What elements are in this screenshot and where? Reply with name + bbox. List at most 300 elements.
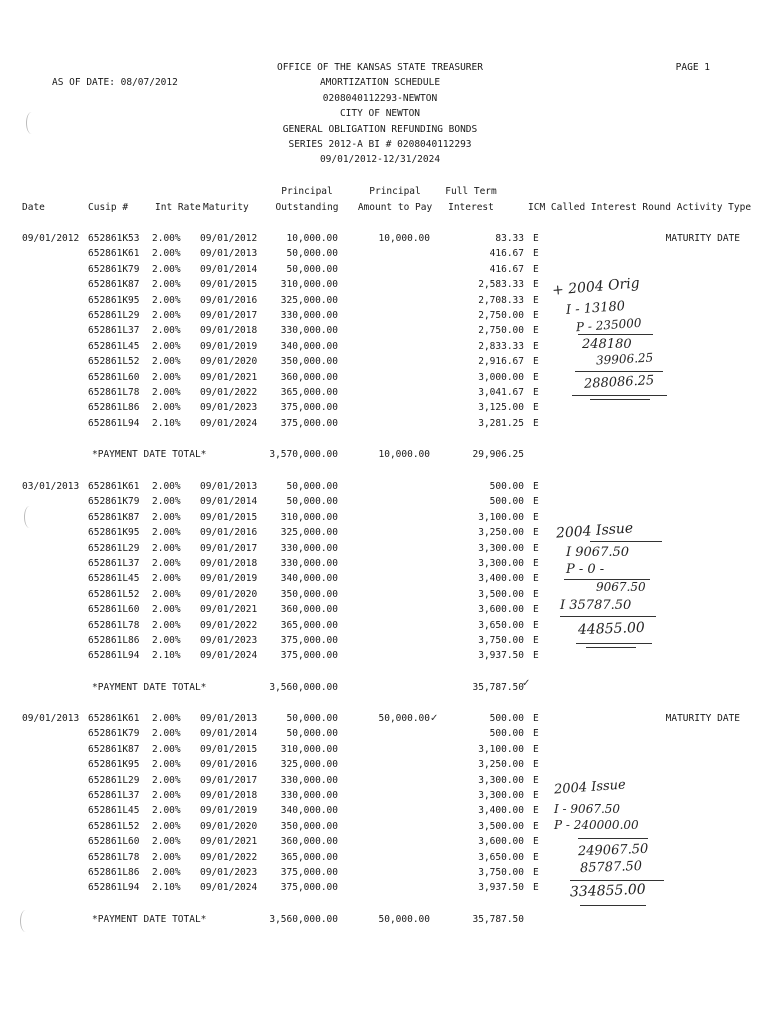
- interest-cell: 3,400.00: [478, 573, 524, 585]
- hand-note: I - 9067.50: [554, 802, 621, 816]
- interest-cell: 3,000.00: [478, 371, 524, 383]
- icm-cell: E: [533, 743, 539, 755]
- int-rate-cell: 2.00%: [152, 387, 181, 398]
- interest-cell: 3,600.00: [478, 604, 524, 616]
- int-rate-cell: 2.00%: [152, 325, 181, 337]
- principal-outstanding-cell: 325,000.00: [280, 759, 338, 771]
- cusip-cell: 652861L94: [88, 882, 140, 894]
- activity-type: MATURITY DATE: [665, 233, 740, 244]
- principal-outstanding-cell: 330,000.00: [280, 790, 338, 801]
- table-row: [0, 277, 768, 292]
- principal-outstanding-cell: 330,000.00: [280, 542, 338, 554]
- principal-outstanding-cell: 50,000.00: [286, 713, 338, 724]
- int-rate-cell: 2.00%: [152, 851, 181, 863]
- interest-cell: 83.33: [495, 233, 524, 244]
- total-outstanding: 3,560,000.00: [269, 681, 338, 693]
- total-interest: 35,787.50: [472, 913, 524, 925]
- principal-outstanding-cell: 50,000.00: [286, 496, 338, 508]
- maturity-cell: 09/01/2015: [200, 279, 258, 291]
- int-rate-cell: 2.00%: [152, 805, 181, 817]
- maturity-cell: 09/01/2017: [200, 310, 258, 321]
- icm-cell: E: [533, 759, 539, 771]
- table-row: [0, 494, 768, 509]
- col-principal-outstanding-1: Principal: [281, 186, 333, 197]
- col-principal-outstanding-2: Outstanding: [275, 202, 339, 213]
- cusip-cell: 652861L60: [88, 836, 140, 848]
- int-rate-cell: 2.00%: [152, 402, 181, 414]
- icm-cell: E: [533, 387, 539, 398]
- icm-cell: E: [533, 728, 539, 740]
- maturity-cell: 09/01/2018: [200, 790, 258, 801]
- table-row: [0, 323, 768, 338]
- hand-underline: [576, 643, 652, 644]
- principal-outstanding-cell: 330,000.00: [280, 774, 338, 786]
- principal-outstanding-cell: 50,000.00: [286, 481, 338, 492]
- icm-cell: E: [533, 604, 539, 616]
- principal-outstanding-cell: 365,000.00: [280, 387, 338, 398]
- maturity-cell: 09/01/2017: [200, 774, 258, 786]
- maturity-cell: 09/01/2019: [200, 573, 258, 585]
- principal-outstanding-cell: 330,000.00: [280, 558, 338, 569]
- icm-cell: E: [533, 542, 539, 554]
- icm-cell: E: [533, 248, 539, 260]
- hand-underline: [570, 880, 664, 881]
- table-row: [0, 711, 768, 726]
- col-cusip: Cusip #: [88, 202, 129, 213]
- interest-cell: 3,500.00: [478, 820, 524, 832]
- table-row: [0, 308, 768, 323]
- interest-cell: 3,281.25: [478, 417, 524, 429]
- principal-outstanding-cell: 50,000.00: [286, 248, 338, 260]
- principal-outstanding-cell: 365,000.00: [280, 851, 338, 863]
- maturity-cell: 09/01/2022: [200, 619, 258, 631]
- cusip-cell: 652861K79: [88, 263, 140, 275]
- hand-note: 248180: [582, 337, 632, 352]
- icm-cell: E: [533, 340, 539, 352]
- interest-cell: 2,750.00: [478, 310, 524, 321]
- principal-outstanding-cell: 360,000.00: [280, 836, 338, 848]
- principal-outstanding-cell: 350,000.00: [280, 356, 338, 368]
- hand-underline: [586, 647, 636, 648]
- maturity-cell: 09/01/2019: [200, 805, 258, 817]
- table-row: [0, 834, 768, 849]
- icm-cell: E: [533, 573, 539, 585]
- cusip-cell: 652861K87: [88, 279, 140, 291]
- icm-cell: E: [533, 279, 539, 291]
- interest-cell: 2,916.67: [478, 356, 524, 368]
- maturity-cell: 09/01/2016: [200, 527, 258, 539]
- hand-underline: [578, 838, 648, 839]
- principal-outstanding-cell: 340,000.00: [280, 340, 338, 352]
- hand-note: 39906.25: [595, 350, 654, 368]
- activity-type: MATURITY DATE: [665, 713, 740, 724]
- interest-cell: 3,937.50: [478, 650, 524, 662]
- cusip-cell: 652861L45: [88, 340, 140, 352]
- int-rate-cell: 2.00%: [152, 233, 181, 244]
- header-city: CITY OF NEWTON: [339, 108, 421, 119]
- hand-underline: [578, 334, 653, 335]
- interest-cell: 3,100.00: [478, 511, 524, 523]
- cusip-cell: 652861K61: [88, 713, 140, 724]
- icm-cell: E: [533, 233, 539, 244]
- interest-cell: 2,833.33: [478, 340, 524, 352]
- principal-outstanding-cell: 340,000.00: [280, 573, 338, 585]
- maturity-cell: 09/01/2022: [200, 851, 258, 863]
- maturity-cell: 09/01/2019: [200, 340, 258, 352]
- page-mark: [24, 506, 35, 528]
- icm-cell: E: [533, 371, 539, 383]
- icm-cell: E: [533, 402, 539, 414]
- maturity-cell: 09/01/2016: [200, 294, 258, 306]
- table-row: [0, 788, 768, 803]
- maturity-cell: 09/01/2014: [200, 728, 258, 740]
- col-full-term-1: Full Term: [445, 186, 497, 197]
- icm-cell: E: [533, 619, 539, 631]
- int-rate-cell: 2.00%: [152, 619, 181, 631]
- icm-cell: E: [533, 558, 539, 569]
- icm-cell: E: [533, 294, 539, 306]
- interest-cell: 3,500.00: [478, 588, 524, 600]
- header-series: SERIES 2012-A BI # 0208040112293: [288, 139, 472, 150]
- table-row: [0, 400, 768, 415]
- maturity-cell: 09/01/2022: [200, 387, 258, 398]
- table-row: [0, 648, 768, 663]
- icm-cell: E: [533, 588, 539, 600]
- principal-to-pay-cell: 50,000.00: [378, 713, 430, 724]
- table-row: [0, 525, 768, 540]
- payment-date: 03/01/2013: [22, 481, 80, 492]
- icm-cell: E: [533, 774, 539, 786]
- cusip-cell: 652861L45: [88, 573, 140, 585]
- payment-total-label: *PAYMENT DATE TOTAL*: [92, 913, 207, 925]
- principal-outstanding-cell: 340,000.00: [280, 805, 338, 817]
- col-maturity: Maturity: [203, 202, 249, 213]
- cusip-cell: 652861K87: [88, 743, 140, 755]
- icm-cell: E: [533, 805, 539, 817]
- maturity-cell: 09/01/2013: [200, 481, 258, 492]
- int-rate-cell: 2.00%: [152, 542, 181, 554]
- hand-note: P - 235000: [575, 315, 642, 335]
- interest-cell: 3,937.50: [478, 882, 524, 894]
- maturity-cell: 09/01/2024: [200, 882, 258, 894]
- principal-outstanding-cell: 365,000.00: [280, 619, 338, 631]
- icm-cell: E: [533, 263, 539, 275]
- table-row: [0, 262, 768, 277]
- maturity-cell: 09/01/2015: [200, 743, 258, 755]
- principal-outstanding-cell: 310,000.00: [280, 743, 338, 755]
- int-rate-cell: 2.00%: [152, 820, 181, 832]
- icm-cell: E: [533, 713, 539, 724]
- payment-total-row: [0, 680, 768, 695]
- icm-cell: E: [533, 650, 539, 662]
- table-row: [0, 541, 768, 556]
- maturity-cell: 09/01/2024: [200, 650, 258, 662]
- cusip-cell: 652861L52: [88, 588, 140, 600]
- maturity-cell: 09/01/2021: [200, 604, 258, 616]
- hand-note: 9067.50: [596, 580, 646, 594]
- payment-total-label: *PAYMENT DATE TOTAL*: [92, 449, 207, 461]
- header-period: 09/01/2012-12/31/2024: [319, 154, 441, 165]
- hand-note: 249067.50: [577, 841, 649, 860]
- interest-cell: 3,250.00: [478, 527, 524, 539]
- int-rate-cell: 2.00%: [152, 774, 181, 786]
- cusip-cell: 652861L37: [88, 558, 140, 569]
- int-rate-cell: 2.00%: [152, 356, 181, 368]
- table-row: [0, 246, 768, 261]
- int-rate-cell: 2.10%: [152, 650, 181, 662]
- cusip-cell: 652861L60: [88, 604, 140, 616]
- int-rate-cell: 2.00%: [152, 279, 181, 291]
- cusip-cell: 652861L60: [88, 371, 140, 383]
- table-row: [0, 773, 768, 788]
- interest-cell: 3,650.00: [478, 619, 524, 631]
- cusip-cell: 652861L94: [88, 650, 140, 662]
- total-interest: 29,906.25: [472, 449, 524, 461]
- table-row: [0, 293, 768, 308]
- int-rate-cell: 2.00%: [152, 790, 181, 801]
- col-principal-to-pay-2: Amount to Pay: [357, 202, 433, 213]
- maturity-cell: 09/01/2013: [200, 713, 258, 724]
- principal-outstanding-cell: 325,000.00: [280, 294, 338, 306]
- interest-cell: 3,100.00: [478, 743, 524, 755]
- header-title: AMORTIZATION SCHEDULE: [319, 77, 441, 88]
- table-row: [0, 726, 768, 741]
- hand-note: P - 0 -: [566, 562, 605, 577]
- interest-cell: 3,300.00: [478, 558, 524, 569]
- total-outstanding: 3,570,000.00: [269, 449, 338, 461]
- int-rate-cell: 2.00%: [152, 310, 181, 321]
- table-row: [0, 850, 768, 865]
- hand-underline: [560, 616, 656, 617]
- int-rate-cell: 2.00%: [152, 511, 181, 523]
- interest-cell: 2,583.33: [478, 279, 524, 291]
- maturity-cell: 09/01/2021: [200, 371, 258, 383]
- interest-cell: 500.00: [489, 728, 524, 740]
- cusip-cell: 652861K53: [88, 233, 140, 244]
- icm-cell: E: [533, 356, 539, 368]
- icm-cell: E: [533, 325, 539, 337]
- header-account: 0208040112293-NEWTON: [322, 93, 438, 104]
- hand-note: 85787.50: [579, 858, 643, 877]
- interest-cell: 3,300.00: [478, 542, 524, 554]
- principal-outstanding-cell: 50,000.00: [286, 263, 338, 275]
- interest-cell: 2,750.00: [478, 325, 524, 337]
- check-mark-icon: ✓: [522, 678, 531, 689]
- hand-underline: [590, 399, 650, 400]
- hand-note: 334855.00: [569, 881, 646, 901]
- cusip-cell: 652861L78: [88, 851, 140, 863]
- principal-outstanding-cell: 330,000.00: [280, 325, 338, 337]
- table-row: [0, 819, 768, 834]
- table-row: [0, 416, 768, 431]
- payment-total-label: *PAYMENT DATE TOTAL*: [92, 681, 207, 693]
- table-row: [0, 618, 768, 633]
- int-rate-cell: 2.00%: [152, 371, 181, 383]
- icm-cell: E: [533, 310, 539, 321]
- icm-cell: E: [533, 481, 539, 492]
- icm-cell: E: [533, 635, 539, 646]
- maturity-cell: 09/01/2023: [200, 867, 258, 878]
- interest-cell: 2,708.33: [478, 294, 524, 306]
- hand-note: 2004 Issue: [553, 777, 627, 798]
- cusip-cell: 652861L29: [88, 310, 140, 321]
- principal-outstanding-cell: 375,000.00: [280, 417, 338, 429]
- col-full-term-2: Interest: [448, 202, 494, 213]
- maturity-cell: 09/01/2020: [200, 588, 258, 600]
- interest-cell: 3,300.00: [478, 774, 524, 786]
- hand-note: P - 240000.00: [554, 818, 639, 832]
- table-row: [0, 865, 768, 880]
- payment-date: 09/01/2013: [22, 713, 80, 724]
- principal-outstanding-cell: 325,000.00: [280, 527, 338, 539]
- interest-cell: 500.00: [489, 481, 524, 492]
- cusip-cell: 652861L86: [88, 867, 140, 878]
- hand-note: 2004 Issue: [555, 520, 634, 542]
- principal-outstanding-cell: 50,000.00: [286, 728, 338, 740]
- int-rate-cell: 2.00%: [152, 635, 181, 646]
- cusip-cell: 652861K87: [88, 511, 140, 523]
- int-rate-cell: 2.00%: [152, 496, 181, 508]
- hand-note: 288086.25: [583, 373, 655, 392]
- cusip-cell: 652861K79: [88, 496, 140, 508]
- payment-total-row: [0, 447, 768, 462]
- principal-outstanding-cell: 375,000.00: [280, 650, 338, 662]
- principal-to-pay-cell: 10,000.00: [378, 233, 430, 244]
- interest-cell: 416.67: [489, 263, 524, 275]
- table-row: [0, 633, 768, 648]
- icm-cell: E: [533, 851, 539, 863]
- cusip-cell: 652861K95: [88, 527, 140, 539]
- interest-cell: 500.00: [489, 496, 524, 508]
- int-rate-cell: 2.10%: [152, 882, 181, 894]
- principal-outstanding-cell: 375,000.00: [280, 867, 338, 878]
- interest-cell: 3,600.00: [478, 836, 524, 848]
- maturity-cell: 09/01/2016: [200, 759, 258, 771]
- total-to-pay: 50,000.00: [378, 913, 430, 925]
- hand-underline: [572, 395, 667, 396]
- check-mark-icon: ✓: [430, 713, 439, 724]
- maturity-cell: 09/01/2021: [200, 836, 258, 848]
- cusip-cell: 652861L78: [88, 619, 140, 631]
- cusip-cell: 652861K95: [88, 294, 140, 306]
- int-rate-cell: 2.00%: [152, 743, 181, 755]
- icm-cell: E: [533, 527, 539, 539]
- maturity-cell: 09/01/2014: [200, 496, 258, 508]
- principal-outstanding-cell: 310,000.00: [280, 511, 338, 523]
- cusip-cell: 652861L29: [88, 774, 140, 786]
- principal-outstanding-cell: 360,000.00: [280, 371, 338, 383]
- total-to-pay: 10,000.00: [378, 449, 430, 461]
- interest-cell: 3,125.00: [478, 402, 524, 414]
- principal-outstanding-cell: 10,000.00: [286, 233, 338, 244]
- interest-cell: 3,750.00: [478, 867, 524, 878]
- cusip-cell: 652861K61: [88, 248, 140, 260]
- cusip-cell: 652861L37: [88, 325, 140, 337]
- principal-outstanding-cell: 375,000.00: [280, 635, 338, 646]
- hand-note: I 9067.50: [566, 545, 630, 560]
- int-rate-cell: 2.10%: [152, 417, 181, 429]
- icm-cell: E: [533, 511, 539, 523]
- int-rate-cell: 2.00%: [152, 573, 181, 585]
- principal-outstanding-cell: 310,000.00: [280, 279, 338, 291]
- cusip-cell: 652861L29: [88, 542, 140, 554]
- hand-underline: [575, 371, 663, 372]
- table-row: [0, 479, 768, 494]
- cusip-cell: 652861L52: [88, 356, 140, 368]
- int-rate-cell: 2.00%: [152, 604, 181, 616]
- interest-cell: 500.00: [489, 713, 524, 724]
- payment-date: 09/01/2012: [22, 233, 80, 244]
- icm-cell: E: [533, 882, 539, 894]
- maturity-cell: 09/01/2024: [200, 417, 258, 429]
- maturity-cell: 09/01/2020: [200, 356, 258, 368]
- payment-total-row: [0, 912, 768, 927]
- maturity-cell: 09/01/2018: [200, 325, 258, 337]
- principal-outstanding-cell: 375,000.00: [280, 402, 338, 414]
- int-rate-cell: 2.00%: [152, 248, 181, 260]
- principal-outstanding-cell: 375,000.00: [280, 882, 338, 894]
- cusip-cell: 652861L78: [88, 387, 140, 398]
- hand-note: I - 13180: [565, 298, 626, 319]
- cusip-cell: 652861K95: [88, 759, 140, 771]
- col-date: Date: [22, 202, 45, 213]
- interest-cell: 3,250.00: [478, 759, 524, 771]
- total-outstanding: 3,560,000.00: [269, 913, 338, 925]
- page-mark: [26, 112, 37, 134]
- icm-cell: E: [533, 496, 539, 508]
- cusip-cell: 652861K61: [88, 481, 140, 492]
- interest-cell: 3,400.00: [478, 805, 524, 817]
- maturity-cell: 09/01/2014: [200, 263, 258, 275]
- total-interest: 35,787.50: [472, 681, 524, 693]
- table-row: [0, 556, 768, 571]
- page-mark: [20, 910, 31, 932]
- col-principal-to-pay-1: Principal: [369, 186, 421, 197]
- table-row: [0, 803, 768, 818]
- icm-cell: E: [533, 790, 539, 801]
- cusip-cell: 652861L94: [88, 417, 140, 429]
- header-office: OFFICE OF THE KANSAS STATE TREASURER: [277, 62, 483, 73]
- hand-note: I 35787.50: [560, 598, 632, 613]
- int-rate-cell: 2.00%: [152, 527, 181, 539]
- table-row: [0, 510, 768, 525]
- interest-cell: 3,041.67: [478, 387, 524, 398]
- int-rate-cell: 2.00%: [152, 340, 181, 352]
- int-rate-cell: 2.00%: [152, 588, 181, 600]
- as-of-date: AS OF DATE: 08/07/2012: [52, 77, 178, 88]
- interest-cell: 416.67: [489, 248, 524, 260]
- interest-cell: 3,750.00: [478, 635, 524, 646]
- interest-cell: 3,650.00: [478, 851, 524, 863]
- principal-outstanding-cell: 350,000.00: [280, 588, 338, 600]
- icm-cell: E: [533, 417, 539, 429]
- page-number: PAGE 1: [675, 62, 710, 73]
- cusip-cell: 652861L86: [88, 402, 140, 414]
- cusip-cell: 652861L86: [88, 635, 140, 646]
- principal-outstanding-cell: 360,000.00: [280, 604, 338, 616]
- table-row: [0, 571, 768, 586]
- maturity-cell: 09/01/2013: [200, 248, 258, 260]
- int-rate-cell: 2.00%: [152, 294, 181, 306]
- interest-cell: 3,300.00: [478, 790, 524, 801]
- cusip-cell: 652861L37: [88, 790, 140, 801]
- table-row: [0, 880, 768, 895]
- table-row: [0, 742, 768, 757]
- int-rate-cell: 2.00%: [152, 867, 181, 878]
- cusip-cell: 652861K79: [88, 728, 140, 740]
- int-rate-cell: 2.00%: [152, 836, 181, 848]
- maturity-cell: 09/01/2020: [200, 820, 258, 832]
